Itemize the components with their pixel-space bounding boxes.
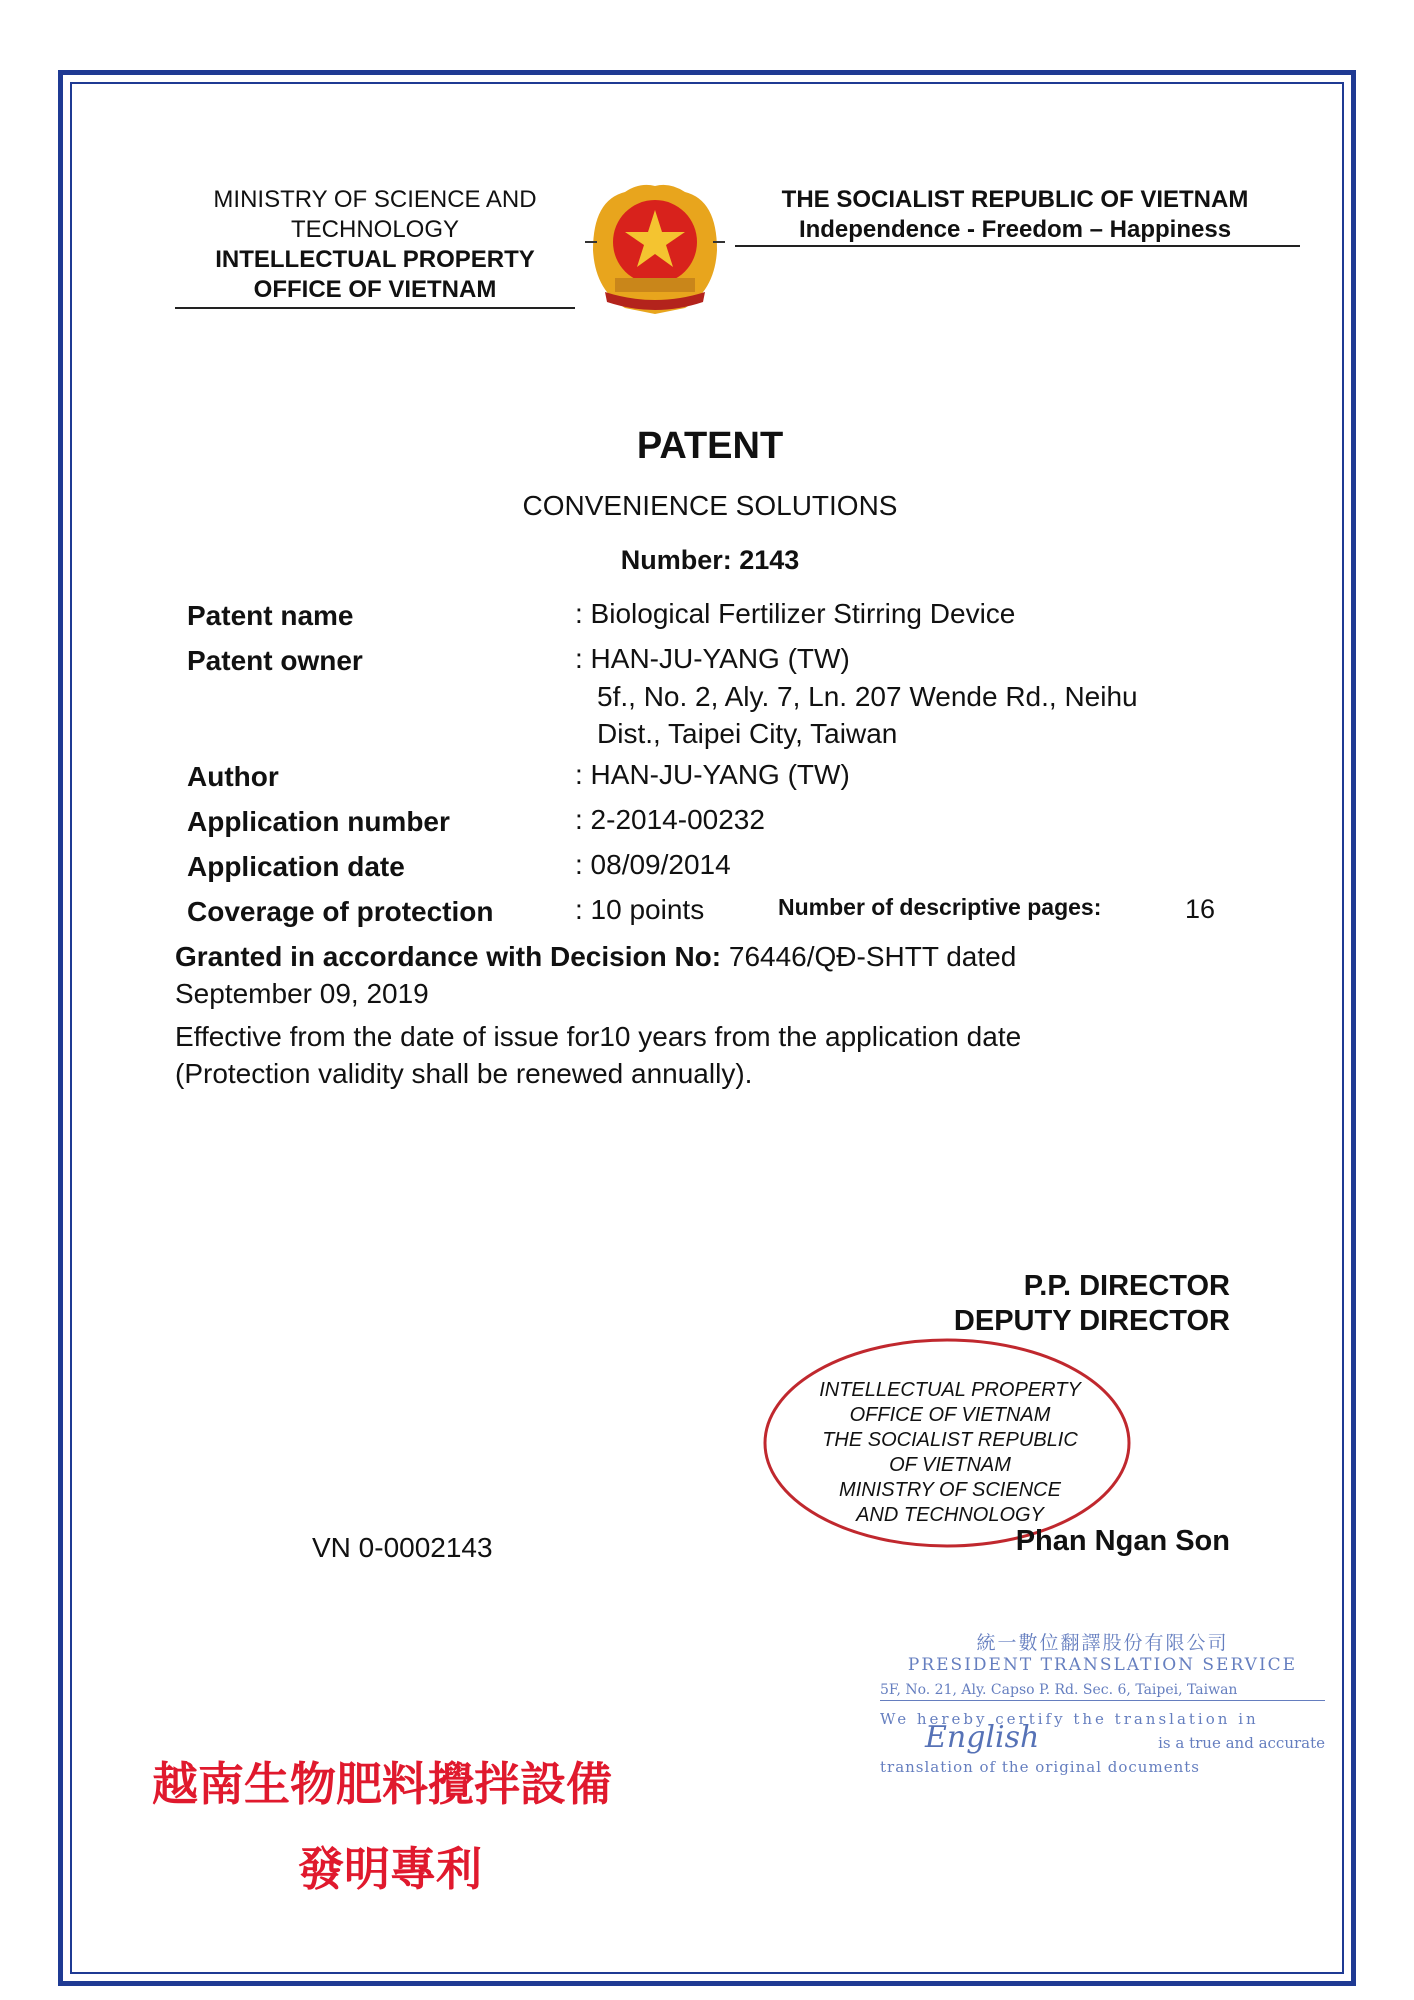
translation-stamp	[880, 1628, 1325, 1778]
office-line2: OFFICE OF VIETNAM	[253, 276, 497, 303]
effective-statement	[175, 1018, 1275, 1092]
country-motto: Independence - Freedom – Happiness	[798, 216, 1232, 243]
stamp-company-english: PRESIDENT TRANSLATION SERVICE	[907, 1655, 1298, 1675]
stamp-handwritten-language: English	[925, 1720, 1040, 1755]
vn-code: VN 0-0002143	[312, 1532, 493, 1563]
grant-decision-label: Granted in accordance with Decision No:	[175, 941, 722, 972]
pages-label: Number of descriptive pages:	[778, 894, 1102, 920]
country-name: THE SOCIALIST REPUBLIC OF VIETNAM	[781, 186, 1249, 213]
national-emblem-icon	[585, 180, 725, 320]
coverage-value: : 10 points	[575, 894, 705, 925]
seal-line: INTELLECTUAL PROPERTY	[819, 1379, 1081, 1401]
issuing-office-header	[175, 185, 575, 305]
owner-address-line2: Dist., Taipei City, Taiwan	[597, 718, 898, 749]
document-title: PATENT	[636, 425, 784, 467]
application-date-value: : 08/09/2014	[575, 849, 731, 880]
application-number-value: : 2-2014-00232	[575, 804, 765, 835]
stamp-certify-line1: We hereby certify the translation in	[880, 1710, 1259, 1728]
chinese-title-line2: 發明專利	[298, 1842, 482, 1896]
patent-number: Number: 2143	[620, 545, 800, 575]
grant-date: September 09, 2019	[175, 978, 429, 1009]
application-number-label: Application number	[187, 806, 450, 837]
seal-line: THE SOCIALIST REPUBLIC	[822, 1429, 1078, 1451]
effective-line2: (Protection validity shall be renewed annually).	[175, 1058, 753, 1089]
stamp-address: 5F, No. 21, Aly. Capso P. Rd. Sec. 6, Taipei, Taiwan	[880, 1682, 1325, 1701]
author-value: : HAN-JU-YANG (TW)	[575, 759, 850, 790]
signer-name: Phan Ngan Son	[1015, 1525, 1230, 1557]
stamp-company-chinese: 統一數位翻譯股份有限公司	[976, 1632, 1229, 1654]
coverage-label: Coverage of protection	[187, 896, 494, 927]
patent-name-label: Patent name	[187, 600, 354, 631]
seal-line: AND TECHNOLOGY	[856, 1504, 1044, 1526]
grant-decision-number: 76446/QĐ-SHTT dated	[721, 941, 1017, 972]
seal-line: MINISTRY OF SCIENCE	[839, 1479, 1061, 1501]
header-left-underline	[175, 307, 575, 309]
director-title: P.P. DIRECTOR	[1023, 1270, 1230, 1302]
chinese-title-line1: 越南生物肥料攪拌設備	[152, 1757, 612, 1811]
ministry-line2: TECHNOLOGY	[290, 216, 460, 243]
patent-owner-label: Patent owner	[187, 645, 363, 676]
seal-line: OF VIETNAM	[889, 1454, 1011, 1476]
patent-owner-value: : HAN-JU-YANG (TW)	[575, 643, 850, 674]
deputy-director-title: DEPUTY DIRECTOR	[953, 1305, 1230, 1337]
application-date-label: Application date	[187, 851, 405, 882]
seal-line: OFFICE OF VIETNAM	[849, 1404, 1051, 1426]
author-label: Author	[187, 761, 279, 792]
country-header	[735, 185, 1295, 245]
effective-line1: Effective from the date of issue for10 years from the application date	[175, 1021, 1022, 1052]
grant-statement	[175, 938, 1275, 1012]
ministry-line1: MINISTRY OF SCIENCE AND	[213, 186, 537, 213]
office-line1: INTELLECTUAL PROPERTY	[215, 246, 535, 273]
stamp-certify-line3: translation of the original documents	[880, 1758, 1200, 1776]
document-subtitle: CONVENIENCE SOLUTIONS	[522, 490, 898, 521]
owner-address-line1: 5f., No. 2, Aly. 7, Ln. 207 Wende Rd., Neihu	[597, 681, 1138, 712]
header-right-underline	[735, 245, 1300, 247]
seal-text	[790, 1378, 1110, 1528]
patent-name-value: : Biological Fertilizer Stirring Device	[575, 598, 1016, 629]
stamp-certify-line2: is a true and accurate	[1158, 1734, 1325, 1752]
pages-value: 16	[1185, 894, 1216, 924]
